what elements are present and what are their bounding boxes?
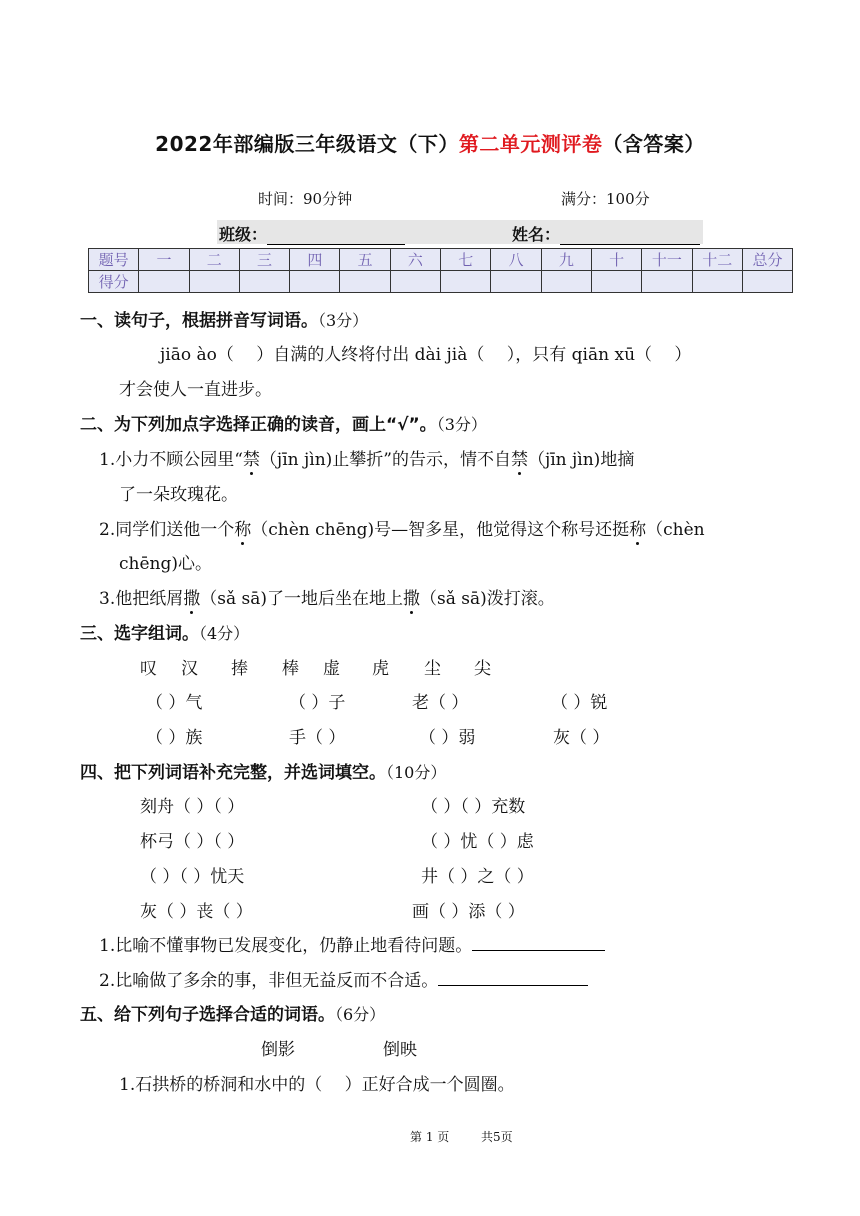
full-score-label: 满分：100分 (561, 190, 650, 208)
dotted-char: 禁 (243, 445, 260, 470)
score-cell[interactable] (491, 271, 541, 293)
page-title (0, 128, 860, 157)
score-cell[interactable] (189, 271, 239, 293)
s5-option-2: 倒映 (383, 1040, 417, 1060)
s4-q2-text: 2.比喻做了多余的事，非但无益反而不合适。 (99, 971, 439, 991)
class-label: 班级： (219, 225, 268, 244)
page-number: 第 1 页 (410, 1130, 450, 1144)
score-header-cell: 一 (139, 249, 189, 271)
s3-char: 尖 (474, 659, 491, 679)
score-header-cell: 十 (591, 249, 641, 271)
text: 3.他把纸屑 (99, 589, 184, 609)
s4-q1-answer-blank[interactable] (472, 936, 605, 951)
score-header-row (89, 249, 793, 271)
s2-q2-line-2: chēng)心。 (119, 554, 212, 574)
s4-idiom: 井（ ）之（ ） (421, 867, 534, 887)
class-field (219, 222, 405, 245)
name-field (512, 222, 700, 245)
dotted-char: 撒 (403, 584, 420, 609)
score-cell[interactable] (692, 271, 742, 293)
score-header-cell: 七 (441, 249, 491, 271)
s3-blank-word: 手（ ） (289, 728, 346, 748)
score-cell[interactable] (239, 271, 289, 293)
s5-option-1: 倒影 (261, 1040, 295, 1060)
section-1-points: （3分） (318, 311, 369, 330)
name-label: 姓名： (512, 225, 561, 244)
s3-blank-word: 老（ ） (412, 693, 469, 713)
s1-line-1: jiāo ào（ ）自满的人终将付出 dài jià（ ），只有 qiān xū（ ） (160, 345, 692, 365)
s4-idiom: （ ）忧（ ）虑 (421, 832, 534, 852)
score-table (88, 248, 793, 293)
score-cell[interactable] (441, 271, 491, 293)
s3-char: 棒 (282, 659, 299, 679)
title-part1: 2022年部编版三年级语文（下） (155, 132, 459, 156)
score-row-label: 得分 (89, 271, 139, 293)
s3-char: 捧 (231, 659, 248, 679)
score-cell[interactable] (290, 271, 340, 293)
section-3-heading (80, 619, 249, 644)
section-4-title: 四、把下列词语补充完整，并选词填空。 (80, 763, 386, 783)
score-cell[interactable] (340, 271, 390, 293)
s3-char: 叹 (140, 659, 157, 679)
dotted-char: 称 (629, 515, 646, 540)
s3-char: 尘 (424, 659, 441, 679)
score-header-cell: 三 (239, 249, 289, 271)
s3-char: 汉 (181, 659, 198, 679)
s3-char: 虚 (323, 659, 340, 679)
s4-idiom: 刻舟（ ）（ ） (140, 797, 245, 817)
section-2-heading (80, 410, 487, 435)
s4-idiom: 画（ ）添（ ） (412, 902, 525, 922)
text: （jīn jìn)地摘 (527, 450, 635, 470)
s3-blank-word: （ ）锐 (551, 693, 608, 713)
s4-idiom: （ ）（ ）充数 (421, 797, 526, 817)
s4-idiom: 杯弓（ ）（ ） (140, 832, 245, 852)
time-label: 时间：90分钟 (258, 190, 353, 208)
s2-q2-line-1 (99, 515, 705, 540)
dotted-char: 称 (234, 515, 251, 540)
score-value-row (89, 271, 793, 293)
section-3-points: （4分） (199, 624, 250, 643)
s2-q3-line (99, 584, 555, 609)
score-cell[interactable] (642, 271, 692, 293)
score-cell[interactable] (742, 271, 792, 293)
text: （chèn chēng)号—智多星，他觉得这个称号还挺 (251, 520, 630, 540)
title-part2: 第二单元测评卷 (458, 132, 603, 156)
dotted-char: 禁 (511, 445, 528, 470)
s2-q1-line-2: 了一朵玫瑰花。 (119, 485, 238, 505)
score-header-cell: 总分 (742, 249, 792, 271)
s4-q1 (99, 931, 605, 956)
s3-blank-word: （ ）气 (146, 693, 203, 713)
score-header-cell: 十一 (642, 249, 692, 271)
score-cell[interactable] (390, 271, 440, 293)
section-3-title: 三、选字组词。 (80, 624, 199, 644)
s3-char: 虎 (372, 659, 389, 679)
s3-blank-word: （ ）弱 (419, 728, 476, 748)
text: （chèn (646, 520, 705, 540)
section-1-heading (80, 306, 368, 331)
section-2-points: （3分） (436, 415, 487, 434)
section-2-title: 二、为下列加点字选择正确的读音，画上“√”。 (80, 415, 437, 435)
section-4-points: （10分） (386, 763, 447, 782)
score-header-cell: 五 (340, 249, 390, 271)
section-4-heading (80, 758, 446, 783)
s3-blank-word: 灰（ ） (553, 728, 610, 748)
s1-line-2: 才会使人一直进步。 (119, 380, 272, 400)
s3-blank-word: （ ）子 (289, 693, 346, 713)
score-cell[interactable] (591, 271, 641, 293)
s4-q2 (99, 966, 588, 991)
score-cell[interactable] (541, 271, 591, 293)
text: 2.同学们送他一个 (99, 520, 235, 540)
class-blank[interactable] (267, 228, 405, 245)
score-header-cell: 八 (491, 249, 541, 271)
score-header-cell: 二 (189, 249, 239, 271)
score-header-cell: 九 (541, 249, 591, 271)
page-total: 共5页 (481, 1130, 513, 1144)
name-blank[interactable] (560, 228, 700, 245)
section-5-points: （6分） (335, 1005, 386, 1024)
s5-q1: 1.石拱桥的桥洞和水中的（ ）正好合成一个圆圈。 (119, 1075, 515, 1095)
s2-q1-line-1 (99, 445, 634, 470)
s3-blank-word: （ ）族 (146, 728, 203, 748)
s4-q2-answer-blank[interactable] (438, 971, 588, 986)
text: （jīn jìn)止攀折”的告示，情不自 (259, 450, 511, 470)
score-header-cell: 题号 (89, 249, 139, 271)
text: （sǎ sā)了一地后坐在地上 (200, 589, 403, 609)
text: 1.小力不顾公园里“ (99, 450, 243, 470)
s4-idiom: 灰（ ）丧（ ） (140, 902, 253, 922)
text: （sǎ sā)泼打滚。 (420, 589, 555, 609)
title-part3: （含答案） (602, 132, 705, 156)
score-cell[interactable] (139, 271, 189, 293)
section-5-title: 五、给下列句子选择合适的词语。 (80, 1005, 335, 1025)
score-header-cell: 四 (290, 249, 340, 271)
dotted-char: 撒 (183, 584, 200, 609)
score-header-cell: 六 (390, 249, 440, 271)
score-header-cell: 十二 (692, 249, 742, 271)
s4-q1-text: 1.比喻不懂事物已发展变化，仍静止地看待问题。 (99, 936, 473, 956)
section-5-heading (80, 1000, 385, 1025)
s4-idiom: （ ）（ ）忧天 (140, 867, 245, 887)
section-1-title: 一、读句子，根据拼音写词语。 (80, 311, 318, 331)
